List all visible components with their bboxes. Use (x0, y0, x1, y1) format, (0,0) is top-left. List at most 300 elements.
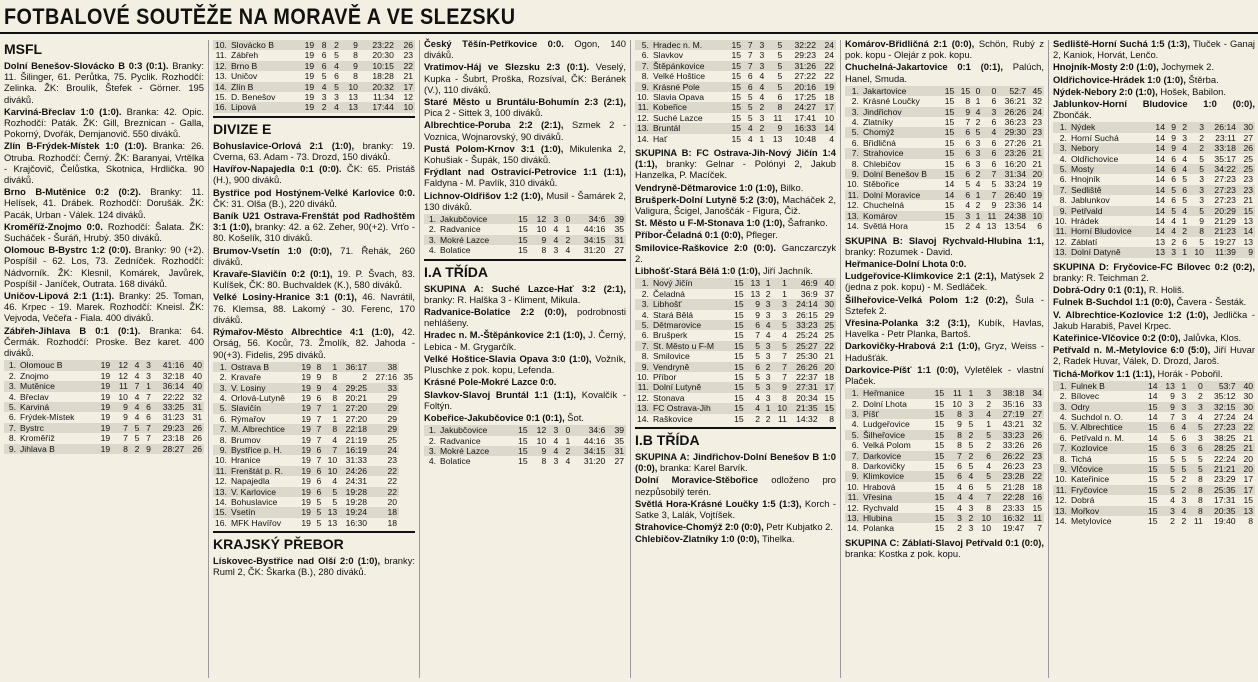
section-heading: DIVIZE E (213, 120, 272, 137)
team-name: Petřvald (1069, 206, 1150, 216)
standings-cell: 7. (845, 148, 861, 158)
standings-cell: 25:35 (1205, 485, 1238, 495)
standings-cell: 14 (1150, 164, 1167, 174)
standings-row (845, 190, 1044, 200)
standings-row (4, 423, 204, 433)
team-name: Šilheřovice (861, 430, 929, 440)
standings-cell: 4. (428, 245, 436, 256)
standings-cell: 5 (130, 423, 141, 433)
standings-cell: 2 (762, 362, 773, 372)
standings-cell: 6. (1059, 174, 1067, 185)
standings-cell: 3 (946, 513, 964, 523)
team-name: Stěbořice (862, 179, 900, 190)
standings-cell: 19 (818, 82, 836, 92)
match-result: Český Těšín-Petřkovice 0:0. (424, 38, 564, 49)
standings-cell: 3 (773, 299, 789, 309)
standings-cell: 29 (824, 309, 834, 320)
standings-row (845, 211, 1044, 221)
standings-cell: 15 (518, 435, 528, 446)
match-report (1053, 98, 1255, 120)
match-result: Sedliště-Horní Suchá 1:5 (1:3), (1053, 38, 1191, 49)
standings-cell: 1 (323, 403, 339, 413)
standings-row (1053, 206, 1255, 216)
standings-cell: 16:33 (784, 123, 818, 133)
standings-cell: 3 (1188, 402, 1205, 412)
match-result: Dolní Moravice-Stěbořice (635, 474, 759, 486)
standings-cell: 15 (1142, 443, 1159, 453)
standings-cell: 19 (297, 383, 313, 393)
standings-cell: 14 (1155, 153, 1165, 164)
standings-cell: 14 (1150, 122, 1167, 132)
standings-row (4, 392, 204, 402)
standings-cell: 8 (946, 409, 964, 419)
standings-cell: 4 (130, 402, 141, 412)
standings-cell: 7 (112, 423, 130, 433)
standings-cell: 4 (1171, 216, 1176, 227)
team-name: Břidličná (862, 137, 896, 148)
standings-cell: 3 (956, 211, 972, 221)
section-heading: KRAJSKÝ PŘEBOR (213, 536, 344, 553)
standings-row (424, 224, 626, 234)
standings-cell: 23:28 (993, 471, 1026, 481)
standings-cell: 13 (348, 92, 358, 103)
standings-cell: 1 (141, 381, 152, 391)
standings-cell: 4 (759, 71, 765, 82)
standings-cell: 26 (1026, 430, 1044, 440)
standings-row (4, 412, 204, 422)
match-report (1053, 74, 1255, 85)
standings-cell: 15 (1142, 464, 1159, 474)
standings-cell: 7 (1170, 411, 1175, 422)
standings-cell: 15 (934, 502, 945, 513)
standings-cell: 9 (341, 40, 360, 50)
team-name: Tichá (1070, 453, 1092, 464)
standings-cell: 22:18 (339, 424, 369, 434)
standings-cell: 14 (1142, 381, 1159, 391)
standings-cell: 9 (316, 372, 322, 383)
standings-cell: 17:25 (794, 92, 816, 103)
standings-cell: 32:22 (784, 40, 818, 50)
standings-cell: 15 (729, 299, 745, 309)
standings-cell: 36:17 (339, 362, 369, 372)
standings-cell: 28:25 (1205, 443, 1238, 453)
standings-cell: 33:23 (993, 430, 1026, 440)
match-details: Kubík, Havlas, Havelka - Petr Planka, Bartoš. (845, 316, 1044, 340)
standings-row (4, 433, 204, 443)
match-result: Brno B-Mutěnice 0:2 (0:2). (4, 186, 141, 198)
standings-cell: 25 (824, 330, 834, 341)
match-report (1053, 296, 1255, 307)
standings-cell: 17:44 (360, 102, 396, 112)
standings-row (1053, 164, 1255, 174)
standings-cell: 32 (1032, 419, 1042, 430)
match-result: Radvanice-Bolatice 2:2 (0:0), (424, 306, 567, 318)
standings-cell: 7 (323, 445, 339, 455)
standings-cell: 9 (755, 309, 761, 320)
team-name: Horní Suchá (1070, 132, 1119, 143)
standings-cell: 15 (734, 351, 744, 362)
match-result: SKUPINA B: FC Ostrava-Jih-Nový Jičín 1:4 (1:1), (635, 147, 836, 170)
team-name: Suchdol n. O. (1070, 411, 1124, 422)
standings-cell: 18:28 (372, 71, 394, 82)
standings-cell: 6 (316, 476, 322, 487)
standings-cell: 4 (1170, 495, 1175, 506)
standings-cell: 0 (1188, 381, 1205, 391)
standings-cell: 2. (1059, 132, 1067, 143)
standings-cell: 2 (986, 440, 991, 451)
standings-row (845, 179, 1044, 189)
standings-cell: 6 (956, 190, 972, 200)
standings-cell: 17 (820, 382, 836, 392)
standings-cell: 36:21 (1004, 96, 1027, 107)
standings-cell: 24 (1028, 107, 1044, 117)
match-report (845, 537, 1044, 559)
standings-table (424, 425, 626, 467)
match-result: Lichnov-Oldřišov 1:2 (1:0), (424, 189, 544, 201)
standings-cell: 26:15 (796, 309, 818, 320)
standings-cell: 7 (313, 403, 323, 413)
standings-cell: 23 (1026, 451, 1044, 461)
standings-row (213, 497, 415, 507)
standings-cell: 2. (8, 370, 16, 381)
standings-cell: 14 (1032, 200, 1042, 211)
standings-cell: 1 (975, 96, 981, 107)
standings-cell: 4 (565, 245, 571, 256)
standings-cell: 15. (215, 92, 227, 103)
standings-cell: 4 (747, 133, 753, 144)
standings-table (4, 360, 204, 454)
standings-cell: 5 (1198, 453, 1203, 464)
standings-cell: 5 (1167, 185, 1178, 195)
standings-cell: 5. (845, 430, 861, 440)
standings-cell: 10. (215, 40, 227, 50)
standings-cell: 23:26 (998, 148, 1028, 158)
standings-cell: 2 (975, 117, 981, 128)
standings-cell: 35 (614, 224, 624, 235)
match-result: Vratimov-Háj ve Slezsku 2:3 (0:1). (424, 61, 590, 73)
standings-cell: 4 (316, 82, 328, 92)
standings-cell: 8 (766, 102, 784, 112)
standings-cell: 31 (607, 446, 626, 456)
standings-cell: 20 (820, 362, 836, 372)
standings-cell: 14 (1155, 174, 1165, 185)
team-name: Kateřinice (1070, 474, 1110, 485)
match-report (424, 96, 626, 118)
standings-cell: 26 (1032, 440, 1042, 451)
standings-cell: 4 (1177, 506, 1188, 516)
standings-cell: 8. (851, 158, 859, 169)
standings-cell: 15 (729, 382, 745, 392)
section-rule (213, 116, 415, 118)
team-name: Ostrava B (229, 362, 297, 372)
standings-cell: 4 (1178, 143, 1189, 153)
standings-cell: 4 (130, 360, 141, 370)
standings-cell: 15 (944, 221, 955, 232)
standings-cell: 20:21 (345, 392, 368, 403)
team-name: Dětmarovice (651, 320, 729, 330)
standings-cell: 27:20 (345, 413, 368, 424)
standings-cell: 26:40 (998, 190, 1028, 200)
standings-cell: 15 (928, 492, 946, 502)
match-result: Staré Město u Bruntálu-Bohumín 2:3 (2:1), (424, 96, 626, 108)
column-5 (845, 38, 1044, 678)
standings-row (213, 82, 415, 92)
standings-table (1053, 381, 1255, 527)
team-name: Krásné Pole (651, 82, 725, 92)
standings-row (213, 487, 415, 497)
match-report (635, 474, 836, 496)
standings-cell: 9 (530, 446, 549, 456)
standings-cell: 5 (747, 92, 753, 103)
match-report (1053, 261, 1255, 283)
match-result: Chlebičov-Zlatníky 1:0 (0:0), (635, 533, 760, 545)
team-name: Vendryně (651, 362, 729, 372)
standings-cell: 13. (215, 71, 227, 82)
standings-row (213, 71, 415, 81)
standings-cell: 6 (1167, 164, 1178, 174)
match-report (635, 182, 836, 193)
column-separator (1048, 40, 1049, 678)
match-report (424, 329, 626, 351)
standings-cell: 7 (123, 433, 128, 444)
match-report (1053, 332, 1255, 343)
team-name: Stonava (652, 392, 685, 403)
standings-cell: 45 (1028, 86, 1044, 96)
standings-cell: 3 (975, 158, 981, 169)
standings-cell: 7 (313, 424, 323, 434)
standings-row (424, 456, 626, 466)
headline-rule (0, 32, 1258, 34)
standings-cell: 19 (297, 445, 313, 455)
standings-cell: 11 (777, 413, 787, 424)
team-name: Záblatí (1070, 236, 1098, 247)
standings-cell: 13 (1150, 247, 1167, 257)
standings-cell: 5 (777, 50, 783, 61)
standings-cell: 10 (327, 455, 338, 466)
match-result: Pustá Polom-Krnov 3:1 (1:0), (424, 142, 564, 154)
standings-row (635, 372, 836, 382)
standings-cell: 5 (1167, 206, 1178, 216)
standings-cell: 10. (1055, 474, 1067, 485)
standings-cell: 13 (327, 517, 338, 528)
match-report (4, 106, 204, 140)
team-name: Brno B (229, 61, 297, 71)
standings-row (213, 92, 415, 102)
standings-cell: 23:18 (162, 433, 185, 444)
standings-cell: 15 (1243, 495, 1253, 506)
match-report (1053, 368, 1255, 379)
standings-cell: 23 (1032, 460, 1042, 471)
standings-cell: 6 (146, 412, 151, 423)
standings-cell: 6 (313, 466, 323, 476)
standings-cell: 4 (332, 476, 338, 487)
standings-row (845, 138, 1044, 148)
standings-cell: 3 (762, 382, 773, 392)
standings-cell: 24 (369, 445, 399, 455)
match-result: Tichá-Mořkov 1:1 (1:1), (1053, 367, 1155, 379)
standings-row (635, 341, 836, 351)
standings-cell: 8 (353, 50, 358, 61)
standings-cell: 21 (1032, 137, 1042, 148)
standings-table (845, 86, 1044, 232)
standings-cell: 19 (301, 434, 311, 445)
standings-cell: 13 (1160, 381, 1177, 391)
standings-cell: 8 (1188, 506, 1205, 516)
standings-cell: 5 (975, 430, 993, 440)
standings-row (213, 393, 415, 403)
standings-cell: 15 (934, 523, 945, 534)
standings-row (635, 278, 836, 288)
match-report (424, 143, 626, 165)
match-report (635, 242, 836, 264)
match-report (4, 290, 204, 324)
standings-cell: 5 (1188, 464, 1205, 474)
standings-row (4, 371, 204, 381)
standings-cell: 6. (851, 440, 859, 451)
standings-cell: 3 (553, 456, 559, 467)
standings-cell: 10 (981, 523, 991, 534)
standings-cell: 2 (1177, 485, 1188, 495)
match-details: Kovalčík - Foltýn. (424, 388, 626, 411)
standings-cell: 2 (975, 200, 981, 211)
standings-cell: 30 (820, 299, 836, 309)
standings-cell: 23 (1238, 185, 1255, 195)
standings-cell: 4 (323, 383, 339, 393)
match-details: branky: R. Halška 3 - Kliment, Mikula. (424, 293, 581, 305)
team-name: Lipová (229, 102, 297, 112)
team-name: Velká Polom (862, 440, 911, 451)
standings-cell: 5 (965, 179, 971, 190)
team-name: Mořkov (1069, 506, 1142, 516)
standings-cell: 1 (565, 224, 571, 235)
match-details: Šula - Sztefek 2. (845, 293, 1044, 316)
match-result: Petřvald n. M.-Metylovice 6:0 (5:0), (1053, 344, 1211, 356)
standings-row (1053, 226, 1255, 236)
standings-cell: 31:34 (998, 169, 1028, 179)
standings-row (4, 381, 204, 391)
match-report (845, 294, 1044, 316)
standings-cell: 30 (1238, 122, 1255, 132)
standings-cell: 22 (1026, 471, 1044, 481)
standings-cell: 10. (1055, 216, 1067, 227)
standings-cell: 4 (975, 221, 981, 232)
standings-row (424, 214, 626, 224)
team-name: Štěpánkovice (651, 61, 725, 71)
standings-cell: 11. (635, 382, 651, 392)
standings-cell: 35 (403, 372, 413, 383)
team-name: Hradec n. M. (651, 40, 725, 50)
team-name: M. Albrechtice (229, 424, 297, 434)
standings-cell: 15 (940, 107, 956, 117)
team-name: Dolní Lhota (862, 398, 907, 409)
standings-cell: 21 (403, 71, 413, 82)
standings-cell: 1. (1053, 122, 1069, 132)
team-name: Hnojník (1070, 174, 1101, 185)
standings-cell: 7 (755, 330, 761, 341)
standings-cell: 9 (141, 444, 152, 454)
standings-cell: 19 (297, 487, 313, 497)
team-name: Odry (1069, 402, 1142, 412)
standings-row (424, 436, 626, 446)
standings-cell: 14 (1155, 216, 1165, 227)
match-report (1053, 284, 1255, 295)
standings-cell: 3 (1160, 506, 1177, 516)
standings-cell: 19 (297, 362, 313, 372)
column-4 (635, 38, 836, 678)
match-report (1053, 344, 1255, 366)
standings-cell: 35 (614, 435, 624, 446)
standings-cell: 4 (765, 330, 771, 341)
match-result: Heřmanice-Dolní Lhota 0:0. (845, 257, 967, 269)
standings-cell: 12. (215, 60, 227, 71)
standings-row (635, 40, 836, 50)
match-details: Jalůvka, Klos. (1183, 331, 1242, 343)
team-name: Darkovičky (862, 460, 905, 471)
standings-cell: 15 (934, 481, 945, 492)
standings-cell: 8 (957, 440, 962, 451)
standings-cell: 14 (1155, 195, 1165, 206)
team-name: Jakubčovice (438, 214, 511, 224)
standings-cell: 21:35 (789, 403, 820, 413)
team-name: Frýdek-Místek (20, 412, 75, 423)
standings-cell: 7 (782, 351, 787, 362)
standings-cell: 6 (141, 402, 152, 412)
standings-cell: 7 (316, 413, 322, 424)
team-name: Píšť (861, 409, 929, 419)
column-separator (840, 40, 841, 678)
standings-row (1053, 154, 1255, 164)
standings-cell: 3 (1177, 402, 1188, 412)
standings-cell: 14:32 (796, 413, 818, 424)
standings-cell: 14 (1150, 226, 1167, 236)
standings-cell: 8. (851, 460, 859, 471)
match-report (635, 533, 836, 544)
standings-cell: 6 (316, 392, 322, 403)
standings-cell: 3 (759, 112, 765, 123)
standings-cell: 27:23 (1214, 174, 1236, 185)
team-name: Chomýž (861, 127, 941, 137)
match-result: Hnojník-Mosty 2:0 (1:0), (1053, 61, 1159, 73)
standings-cell: 19 (304, 50, 315, 61)
team-name: Jakubčovice (438, 425, 511, 435)
standings-cell: 1 (762, 403, 773, 413)
standings-cell: 4 (946, 492, 964, 502)
standings-cell: 23 (1028, 127, 1044, 137)
standings-cell: 25 (1243, 153, 1253, 164)
standings-row (213, 466, 415, 476)
standings-cell: 4. (1059, 153, 1067, 164)
match-report (213, 140, 415, 162)
standings-row (213, 435, 415, 445)
standings-row (1053, 143, 1255, 153)
match-result: Brušperk-Dolní Lutyně 5:2 (3:0), (635, 193, 780, 205)
team-name: Komárov (861, 211, 941, 221)
standings-row (845, 388, 1044, 398)
standings-cell: 17 (1243, 474, 1253, 485)
standings-cell: 4 (746, 403, 762, 413)
team-name: Bohuslavice (230, 496, 278, 507)
standings-cell: 7 (141, 423, 152, 433)
match-details: Tluček - Ganaj 2, Kaniok, Horvát, Lenčo. (1053, 38, 1255, 61)
standings-cell: 20 (1243, 453, 1253, 464)
standings-cell: 15 (944, 117, 955, 128)
standings-cell: 23:33 (1002, 502, 1025, 513)
standings-cell: 15 (725, 102, 743, 112)
standings-cell: 7 (975, 492, 993, 502)
standings-cell: 2 (755, 413, 761, 424)
standings-cell: 14. (637, 133, 649, 144)
team-name: Rýmařov (230, 413, 266, 424)
